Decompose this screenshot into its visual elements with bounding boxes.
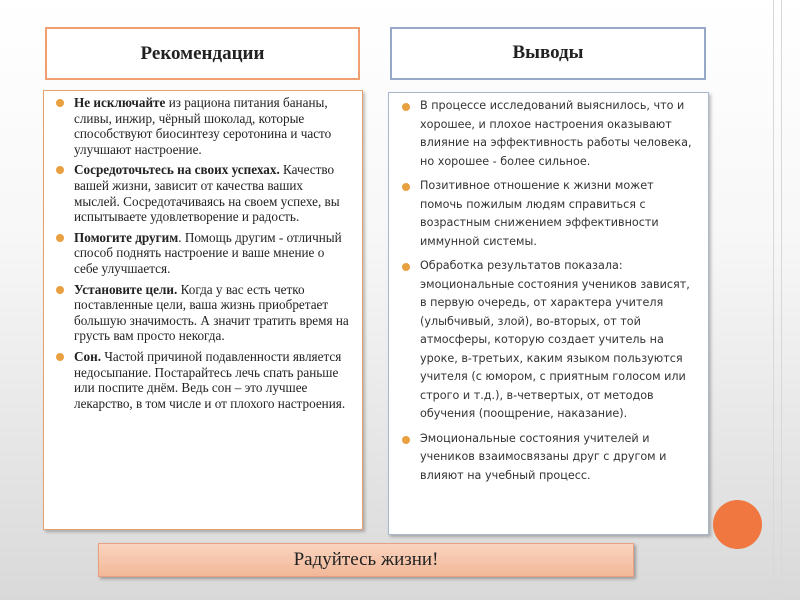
list-item: [53, 282, 350, 344]
bullet-icon: [402, 436, 410, 444]
footer-banner: [98, 543, 634, 577]
item-text: Эмоциональные состояния учителей и учеников взаимосвязаны друг с другом и влияют на учебный процесс.: [420, 431, 667, 482]
item-text: В процессе исследований выяснилось, что и хорошее, и плохое настроения оказывают влияние на эффективность работы человека, но хорошее - более сильное.: [420, 99, 692, 168]
footer-label: Радуйтесь жизни!: [293, 549, 439, 570]
item-text: Качество вашей жизни, зависит от качества ваших мыслей. Сосредотачиваясь на своем успехе, вы испытываете удовлетворение и радость.: [74, 162, 340, 225]
recommendations-panel: [43, 90, 363, 530]
conclusions-list: [397, 97, 698, 485]
frame-line-left: [773, 0, 774, 600]
item-bold-lead: Не исключайте: [74, 95, 166, 110]
item-text: из рациона питания бананы, сливы, инжир, чёрный шоколад, которые способствуют биосинтезу серотонина и часто улучшают настроение.: [74, 95, 332, 157]
list-item: [397, 97, 698, 171]
bullet-icon: [402, 263, 410, 271]
item-text: . Помощь другим - отличный способ поднять настроение и ваше мнение о себе улучшается.: [74, 229, 342, 276]
bullet-icon: [56, 99, 64, 107]
list-item: [397, 257, 698, 424]
recommendations-title: Рекомендации: [140, 43, 265, 64]
item-text: Позитивное отношение к жизни может помочь пожилым людям справиться с возрастным снижением эффективности иммунной системы.: [420, 179, 659, 248]
recommendations-list: [53, 95, 350, 411]
list-item: [53, 349, 350, 411]
item-bold-lead: Помогите другим: [74, 229, 179, 245]
item-bold-lead: Сосредоточьтесь на своих успехах.: [74, 162, 280, 178]
item-text: Частой причиной подавленности является недосыпание. Постарайтесь лечь спать раньше или поспите днём. Ведь сон – это лучшее лекарство, в том числе и от плохого настроения.: [74, 348, 346, 411]
bullet-icon: [56, 353, 64, 361]
bullet-icon: [56, 234, 64, 242]
item-bold-lead: Сон.: [74, 348, 102, 364]
item-text: Когда у вас есть четко поставленные цели, ваша жизнь приобретает большую значимость. А значит тратить время на грусть вам просто некогда.: [74, 281, 349, 344]
item-bold-lead: Установите цели.: [74, 281, 178, 297]
list-item: [397, 177, 698, 251]
list-item: [53, 230, 350, 277]
recommendations-header: [45, 27, 360, 80]
list-item: [53, 95, 350, 157]
list-item: [397, 430, 698, 486]
decorative-circle: [713, 500, 762, 549]
item-text: Обработка результатов показала: эмоциональные состояния учеников зависят, в первую очередь, от характера учителя (улыбчивый, злой), во-вторых, от той атмосферы, которую создает учитель на уроке, в-третьих, каким языком пользуются учителя (с юмором, с приятным голосом или строго и т.д.), в-четвертых, от методов обучения (поощрение, наказание).: [420, 259, 690, 420]
bullet-icon: [402, 183, 410, 191]
conclusions-panel: [388, 92, 709, 535]
conclusions-title: Выводы: [512, 42, 584, 63]
frame-line-right: [781, 0, 782, 600]
bullet-icon: [402, 103, 410, 111]
bullet-icon: [56, 286, 64, 294]
conclusions-header: [390, 27, 706, 80]
bullet-icon: [56, 166, 64, 174]
list-item: [53, 162, 350, 224]
